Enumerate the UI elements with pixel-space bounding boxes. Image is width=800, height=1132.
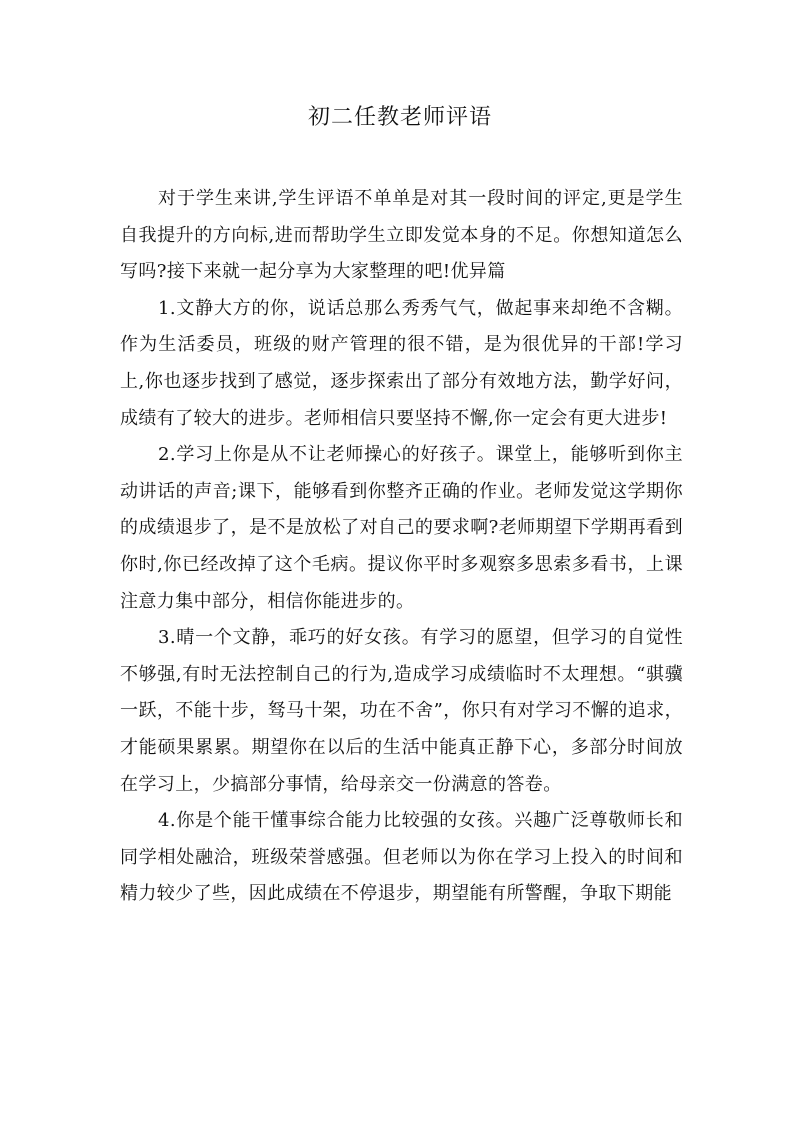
comment-paragraph-1: 1.文静大方的你，说话总那么秀秀气气，做起事来却绝不含糊。作为生活委员，班级的财产管理的很不错，是为很优异的干部!学习上,你也逐步找到了感觉，逐步探索出了部分有效地方法，勤学好问，成绩有了较大的进步。老师相信只要坚持不懈,你一定会有更大进步! [120,297,683,429]
intro-paragraph: 对于学生来讲,学生评语不单单是对其一段时间的评定,更是学生自我提升的方向标,进而帮助学生立即发觉本身的不足。你想知道怎么写吗?接下来就一起分享为大家整理的吧!优异篇 [120,188,683,283]
document-title: 初二任教老师评语 [307,105,492,130]
comment-paragraph-2: 2.学习上你是从不让老师操心的好孩子。课堂上，能够听到你主动讲话的声音;课下，能够看到你整齐正确的作业。老师发觉这学期你的成绩退步了，是不是放松了对自己的要求啊?老师期望下学期再看到你时,你已经改掉了这个毛病。提议你平时多观察多思索多看书，上课注意力集中部分，相信你能进步的。 [120,444,683,612]
document-body [120,181,683,913]
comment-paragraph-4: 4.你是个能干懂事综合能力比较强的女孩。兴趣广泛尊敬师长和同学相处融洽，班级荣誉感强。但老师以为你在学习上投入的时间和精力较少了些，因此成绩在不停退步，期望能有所警醒，争取下期能 [120,810,683,905]
comment-paragraph-3: 3.晴一个文静，乖巧的好女孩。有学习的愿望，但学习的自觉性不够强,有时无法控制自己的行为,造成学习成绩临时不太理想。“骐骥一跃，不能十步，驽马十架，功在不舍”，你只有对学习不懈的追求，才能硕果累累。期望你在以后的生活中能真正静下心，多部分时间放在学习上，少搞部分事情，给母亲交一份满意的答卷。 [120,627,683,795]
